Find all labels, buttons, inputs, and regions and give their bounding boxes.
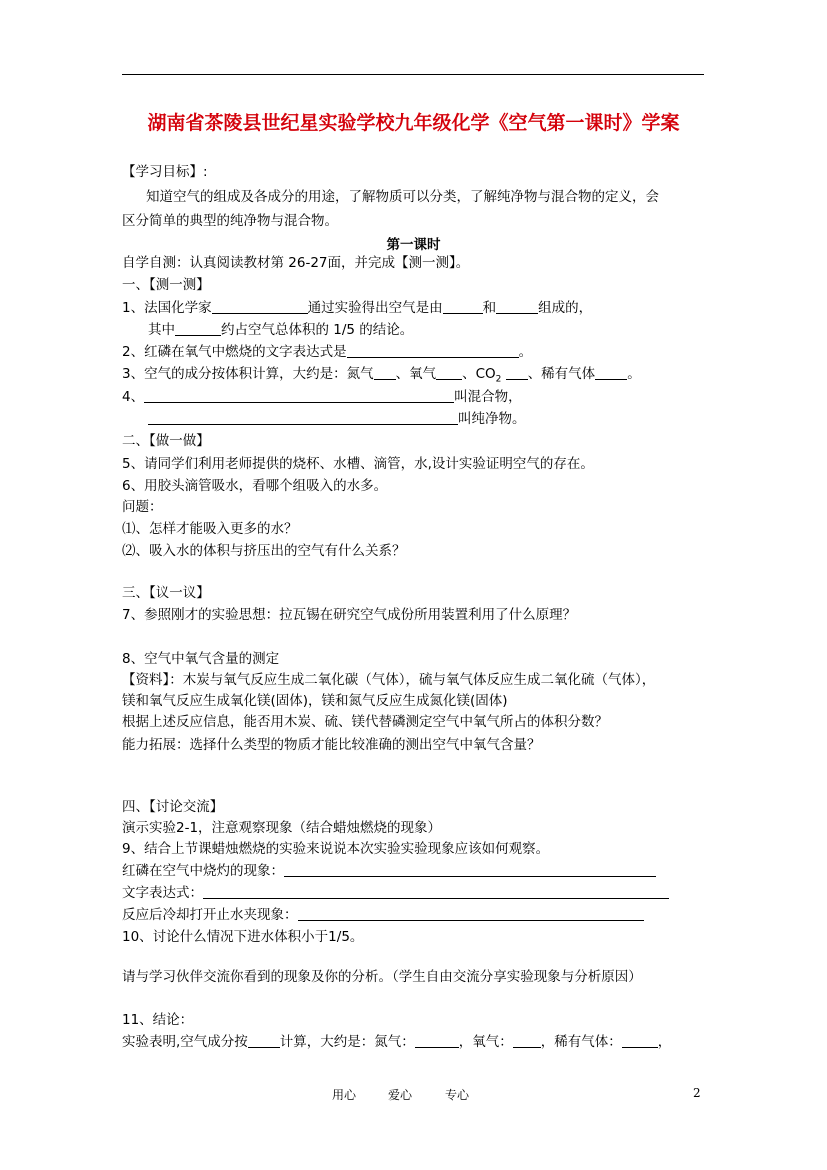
q3-text-a: 3、空气的成分按体积计算，大约是：氮气 xyxy=(122,366,374,382)
section-1-heading: 一、【测一测】 xyxy=(122,277,210,293)
q3-blank-nitrogen[interactable] xyxy=(374,365,396,380)
section-3-heading: 三、【议一议】 xyxy=(122,585,210,601)
q3-blank-noble[interactable] xyxy=(595,365,627,380)
concl-blank-basis[interactable] xyxy=(248,1033,280,1048)
concl-blank-noble[interactable] xyxy=(622,1033,658,1048)
document-title: 湖南省茶陵县世纪星实验学校九年级化学《空气第一课时》学案 xyxy=(147,112,680,134)
footer-text-2: 爱心 xyxy=(388,1088,413,1102)
q2-text-b: 。 xyxy=(518,344,533,360)
observation-1 xyxy=(122,861,656,881)
question-9: 9、结合上节课蜡烛燃烧的实验来说说本次实验实验现象应该如何观察。 xyxy=(122,841,550,857)
q1-blank-2[interactable] xyxy=(496,299,538,314)
question-8-info-2: 镁和氧气反应生成氧化镁(固体)，镁和氮气反应生成氮化镁(固体) xyxy=(122,693,508,709)
obs1-label: 红磷在空气中烧灼的现象： xyxy=(122,863,284,879)
section-2-heading: 二、【做一做】 xyxy=(122,433,210,449)
question-8-q2: 能力拓展：选择什么类型的物质才能比较准确的测出空气中氧气含量？ xyxy=(122,737,541,753)
question-label: 问题： xyxy=(122,499,163,515)
concl-text-d: ，稀有气体： xyxy=(540,1034,622,1050)
concl-blank-nitrogen[interactable] xyxy=(415,1033,459,1048)
q3-text-d: 、稀有气体 xyxy=(527,366,596,382)
q2-text-a: 2、红磷在氧气中燃烧的文字表达式是 xyxy=(122,344,347,360)
question-8-q1: 根据上述反应信息，能否用木炭、硫、镁代替磷测定空气中氧气所占的体积分数？ xyxy=(122,714,608,730)
concl-text-c: ，氧气： xyxy=(458,1034,513,1050)
question-3 xyxy=(122,364,641,390)
q3-blank-co2[interactable] xyxy=(506,365,528,380)
demo-line: 演示实验2-1，注意观察现象（结合蜡烛燃烧的现象） xyxy=(122,820,442,836)
conclusion-line xyxy=(122,1032,671,1052)
q1-text-c: 和 xyxy=(482,300,497,316)
question-4-cont xyxy=(148,409,526,429)
concl-text-b: 计算，大约是：氮气： xyxy=(279,1034,415,1050)
q3-text-c: 、CO xyxy=(462,366,496,382)
self-test-line: 自学自测：认真阅读教材第 26-27面，并完成【测一测】。 xyxy=(122,255,470,271)
question-1-cont xyxy=(148,320,413,340)
concl-text-a: 实验表明,空气成分按 xyxy=(122,1034,248,1050)
obs1-blank[interactable] xyxy=(284,862,656,877)
q4-text-a: 4、 xyxy=(122,389,145,405)
objective-line-1: 知道空气的组成及各成分的用途，了解物质可以分类，了解纯净物与混合物的定义，会 xyxy=(146,189,659,205)
observation-2 xyxy=(122,883,669,903)
footer-text-3: 专心 xyxy=(445,1088,470,1102)
question-7: 7、参照刚才的实验思想：拉瓦锡在研究空气成份所用装置利用了什么原理？ xyxy=(122,607,577,623)
obs3-label: 反应后冷却打开止水夹现象： xyxy=(122,907,298,923)
objective-heading: 【学习目标】: xyxy=(122,164,208,180)
question-8: 8、空气中氧气含量的测定 xyxy=(122,651,280,667)
q1-blank-3[interactable] xyxy=(175,321,221,336)
question-5: 5、请同学们利用老师提供的烧杯、水槽、滴管，水,设计实验证明空气的存在。 xyxy=(122,456,594,472)
obs2-blank[interactable] xyxy=(203,884,669,899)
q3-text-e: 。 xyxy=(627,366,641,382)
header-rule xyxy=(122,74,704,75)
q1-text-a: 1、法国化学家 xyxy=(122,300,212,316)
q1-text-e: 其中 xyxy=(148,322,175,338)
question-6: 6、用胶头滴管吸水，看哪个组吸入的水多。 xyxy=(122,478,388,494)
q1-text-d: 组成的， xyxy=(538,300,593,316)
q3-text-b: 、氧气 xyxy=(395,366,437,382)
question-6-2: ⑵、吸入水的体积与挤压出的空气有什么关系？ xyxy=(122,543,406,559)
q2-blank[interactable] xyxy=(347,343,519,358)
exchange-line: 请与学习伙伴交流你看到的现象及你的分析。（学生自由交流分享实验现象与分析原因） xyxy=(122,969,642,985)
q1-blank-chemist[interactable] xyxy=(212,299,308,314)
objective-line-2: 区分简单的典型的纯净物与混合物。 xyxy=(122,213,338,229)
concl-text-e: ， xyxy=(657,1034,672,1050)
q1-text-b: 通过实验得出空气是由 xyxy=(307,300,443,316)
q1-blank-1[interactable] xyxy=(443,299,483,314)
observation-3 xyxy=(122,905,644,925)
q4-text-c: 叫纯净物。 xyxy=(458,411,526,427)
lesson-heading: 第一课时 xyxy=(386,237,441,253)
question-4 xyxy=(122,387,522,407)
question-10: 10、讨论什么情况下进水体积小于1/5。 xyxy=(122,929,364,945)
concl-blank-oxygen[interactable] xyxy=(513,1033,541,1048)
obs3-blank[interactable] xyxy=(298,906,644,921)
question-1 xyxy=(122,298,592,318)
q4-blank-2[interactable] xyxy=(148,410,458,425)
question-11: 11、结论： xyxy=(122,1012,194,1028)
q3-subscript: 2 xyxy=(495,374,502,385)
obs2-label: 文字表达式： xyxy=(122,885,203,901)
question-8-info-1: 【资料】：木炭与氧气反应生成二氧化碳（气体），硫与氧气体反应生成二氧化硫（气体）， xyxy=(122,672,656,688)
section-4-heading: 四、【讨论交流】 xyxy=(122,799,224,815)
page-number: 2 xyxy=(693,1086,701,1100)
q3-blank-oxygen[interactable] xyxy=(436,365,462,380)
question-6-1: ⑴、怎样才能吸入更多的水？ xyxy=(122,521,298,537)
question-2 xyxy=(122,342,532,362)
q4-text-b: 叫混合物， xyxy=(454,389,522,405)
q4-blank-1[interactable] xyxy=(144,388,454,403)
footer-text-1: 用心 xyxy=(332,1088,357,1102)
q1-text-f: 约占空气总体积的 1/5 的结论。 xyxy=(221,322,414,338)
